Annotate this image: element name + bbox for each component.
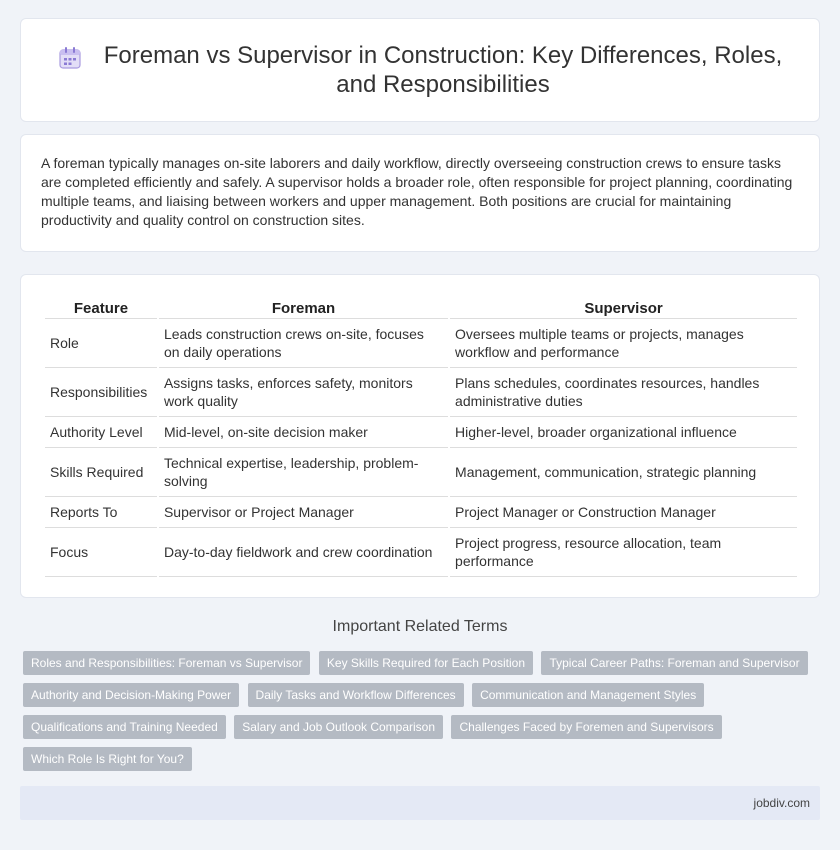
comparison-table-card [20, 274, 820, 598]
feature-cell: Skills Required [45, 448, 157, 497]
supervisor-cell: Higher-level, broader organizational influence [450, 417, 797, 448]
table-row [45, 528, 797, 577]
header-feature: Feature [45, 295, 157, 319]
table-row [45, 319, 797, 368]
related-tag[interactable]: Typical Career Paths: Foreman and Supervisor [541, 651, 807, 675]
table-row [45, 368, 797, 417]
feature-cell: Reports To [45, 497, 157, 528]
intro-card [20, 134, 820, 252]
table-row [45, 417, 797, 448]
related-tag[interactable]: Authority and Decision-Making Power [23, 683, 239, 707]
related-terms-title: Important Related Terms [332, 618, 508, 635]
intro-paragraph: A foreman typically manages on-site laborers and daily workflow, directly overseeing construction crews to ensure tasks are completed efficiently and safely. A supervisor holds a broader role, often responsible for project planning, coordinating multiple teams, and liaising between workers and upper management. Both positions are crucial for maintaining productivity and quality control on construction sites. [41, 155, 793, 228]
page-title: Foreman vs Supervisor in Construction: Key Differences, Roles, and Responsibilities [103, 42, 783, 98]
related-terms-list [23, 651, 813, 779]
related-tag[interactable]: Key Skills Required for Each Position [319, 651, 533, 675]
title-wrap [21, 41, 819, 99]
table-header-row [45, 295, 797, 319]
related-tag[interactable]: Challenges Faced by Foremen and Supervisors [451, 715, 721, 739]
calendar-icon [57, 45, 83, 71]
header-card [20, 18, 820, 122]
related-tag[interactable]: Qualifications and Training Needed [23, 715, 226, 739]
related-tag[interactable]: Which Role Is Right for You? [23, 747, 192, 771]
table-row [45, 448, 797, 497]
related-tag[interactable]: Communication and Management Styles [472, 683, 704, 707]
related-tag[interactable]: Roles and Responsibilities: Foreman vs Supervisor [23, 651, 310, 675]
feature-cell: Authority Level [45, 417, 157, 448]
supervisor-cell: Project progress, resource allocation, team performance [450, 528, 797, 577]
table-row [45, 497, 797, 528]
feature-cell: Responsibilities [45, 368, 157, 417]
related-tag[interactable]: Daily Tasks and Workflow Differences [248, 683, 464, 707]
footer-site-link[interactable]: jobdiv.com [753, 796, 810, 810]
feature-cell: Focus [45, 528, 157, 577]
foreman-cell: Assigns tasks, enforces safety, monitors work quality [159, 368, 448, 417]
supervisor-cell: Plans schedules, coordinates resources, handles administrative duties [450, 368, 797, 417]
comparison-table [43, 295, 799, 577]
foreman-cell: Leads construction crews on-site, focuses on daily operations [159, 319, 448, 368]
supervisor-cell: Management, communication, strategic planning [450, 448, 797, 497]
header-foreman: Foreman [159, 295, 448, 319]
supervisor-cell: Oversees multiple teams or projects, manages workflow and performance [450, 319, 797, 368]
foreman-cell: Technical expertise, leadership, problem-solving [159, 448, 448, 497]
related-tag[interactable]: Salary and Job Outlook Comparison [234, 715, 443, 739]
foreman-cell: Supervisor or Project Manager [159, 497, 448, 528]
feature-cell: Role [45, 319, 157, 368]
supervisor-cell: Project Manager or Construction Manager [450, 497, 797, 528]
foreman-cell: Mid-level, on-site decision maker [159, 417, 448, 448]
foreman-cell: Day-to-day fieldwork and crew coordination [159, 528, 448, 577]
header-supervisor: Supervisor [450, 295, 797, 319]
footer [20, 786, 820, 820]
